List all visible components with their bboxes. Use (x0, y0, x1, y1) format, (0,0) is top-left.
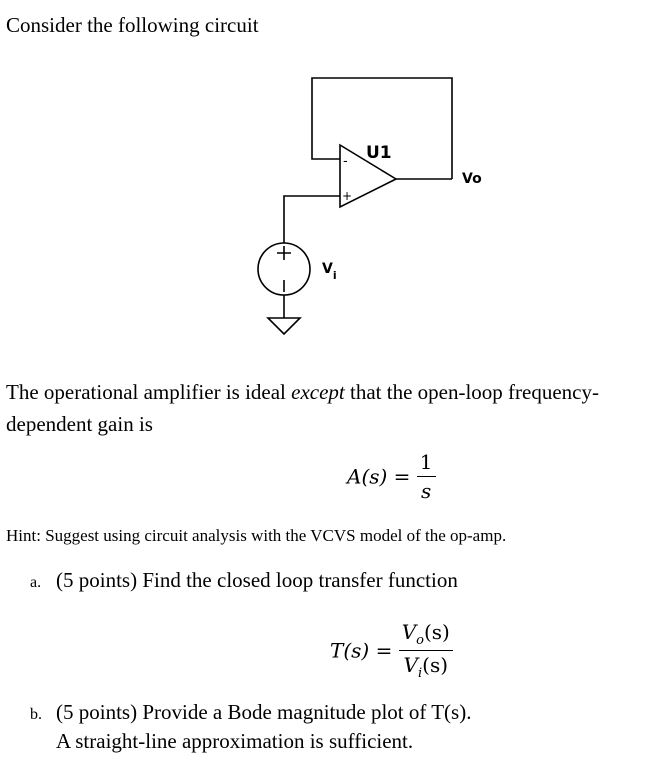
intro-text: Consider the following circuit (6, 13, 259, 37)
paragraph-text-1: The operational amplifier is ideal (6, 380, 292, 404)
item-b-text: (5 points) Provide a Bode magnitude plot of T(s). (56, 700, 472, 724)
hint-text: Hint: Suggest using circuit analysis with the VCVS model of the op-amp. (6, 526, 507, 545)
gain-equation (347, 450, 436, 503)
gain-eq-lhs: A(s) = (347, 464, 411, 489)
opamp-label: U1 (366, 143, 392, 163)
item-b-marker: b. (30, 706, 42, 723)
transfer-eq-denominator: $V_i(s)$ (403, 653, 449, 681)
gain-eq-denominator: s (421, 479, 432, 503)
ground-icon (268, 318, 300, 334)
circuit-diagram (250, 70, 500, 350)
transfer-eq-lhs: T(s) = (330, 638, 393, 663)
circuit-schematic (250, 70, 500, 345)
transfer-eq-numerator: $V_o(s)$ (399, 620, 453, 651)
gain-eq-numerator: 1 (417, 450, 436, 477)
problem-paragraph (6, 376, 656, 440)
source-label: $V_i$ (322, 261, 337, 282)
opamp-minus-sign: - (343, 154, 348, 169)
gain-eq-fraction (417, 450, 436, 503)
output-label: Vo (462, 171, 482, 187)
paragraph-text-2: that the open-loop frequency-dependent gain is (6, 380, 600, 436)
transfer-equation (330, 620, 453, 681)
item-b (30, 700, 471, 725)
item-a (30, 568, 458, 593)
paragraph-emphasis: except (291, 380, 345, 404)
source-plus-icon (277, 246, 291, 260)
transfer-eq-fraction (399, 620, 453, 681)
item-a-marker: a. (30, 574, 42, 591)
item-b-line-2: A straight-line approximation is sufficient. (56, 729, 414, 753)
opamp-plus-sign: + (342, 189, 353, 203)
input-wire (284, 196, 340, 243)
feedback-wire (312, 78, 452, 179)
item-a-text: (5 points) Find the closed loop transfer function (56, 568, 458, 592)
